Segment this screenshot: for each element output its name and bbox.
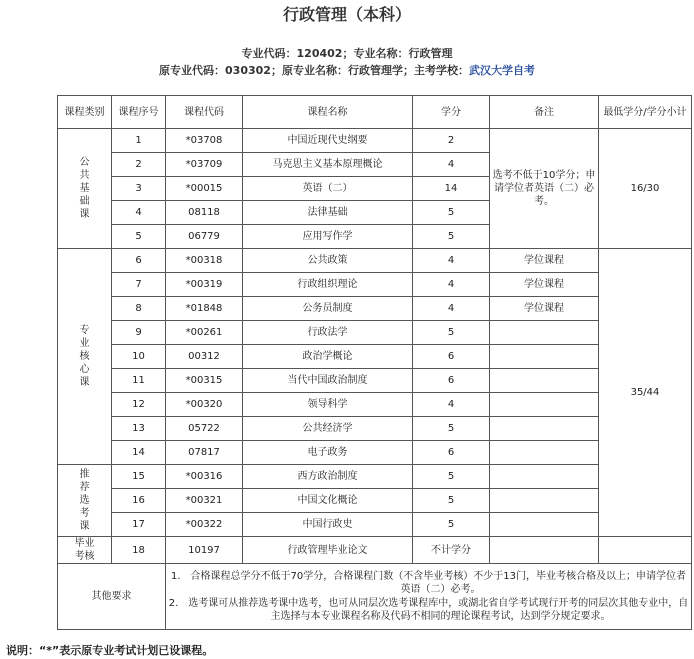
other-requirements-notes <box>166 564 692 630</box>
course-seq: 2 <box>112 153 166 177</box>
course-code: *03709 <box>166 153 243 177</box>
header-remark: 备注 <box>490 96 599 129</box>
category-elective: 推 荐 选 考 课 <box>58 465 112 537</box>
table-row <box>58 273 692 297</box>
course-name: 马克思主义基本原理概论 <box>243 153 413 177</box>
course-seq: 17 <box>112 513 166 537</box>
note-item: 2. 选考课可从推荐选考课中选考，也可从同层次选考课程库中，或湖北省自学考试现行开考的同层次其他专业中，自主选择与本专业课程名称及代码不相同的理论课程考试，达到学分规定要求。 <box>168 597 689 622</box>
course-credit: 4 <box>413 249 490 273</box>
course-name: 领导科学 <box>243 393 413 417</box>
category-core: 专 业 核 心 课 <box>58 249 112 465</box>
table-row <box>58 417 692 441</box>
table-row <box>58 249 692 273</box>
course-credit: 2 <box>413 129 490 153</box>
course-name: 西方政治制度 <box>243 465 413 489</box>
course-name: 中国近现代史纲要 <box>243 129 413 153</box>
table-row <box>58 513 692 537</box>
course-seq: 12 <box>112 393 166 417</box>
table-row <box>58 489 692 513</box>
course-code: *00015 <box>166 177 243 201</box>
course-seq: 9 <box>112 321 166 345</box>
course-code: 10197 <box>166 537 243 564</box>
other-requirements-label: 其他要求 <box>58 564 166 630</box>
course-remark <box>490 369 599 393</box>
orig-code-label: 原专业代码： <box>159 64 226 77</box>
course-credit: 6 <box>413 441 490 465</box>
header-credit: 学分 <box>413 96 490 129</box>
course-credit: 14 <box>413 177 490 201</box>
course-remark <box>490 537 599 564</box>
course-credit: 5 <box>413 465 490 489</box>
course-name: 公共政策 <box>243 249 413 273</box>
school-label: ；主考学校： <box>402 64 469 77</box>
course-code: 06779 <box>166 225 243 249</box>
course-code: 08118 <box>166 201 243 225</box>
other-requirements-row <box>58 564 692 630</box>
course-credit: 6 <box>413 369 490 393</box>
course-seq: 10 <box>112 345 166 369</box>
course-remark: 学位课程 <box>490 297 599 321</box>
note-item: 1. 合格课程总学分不低于70学分，合格课程门数（不含毕业考核）不少于13门，毕业考核合格及以上；申请学位者英语（二）必考。 <box>171 570 686 595</box>
course-seq: 15 <box>112 465 166 489</box>
table-row <box>58 465 692 489</box>
table-row <box>58 441 692 465</box>
orig-name: 行政管理学 <box>347 64 403 77</box>
course-name: 中国文化概论 <box>243 489 413 513</box>
course-credit: 5 <box>413 513 490 537</box>
table-row <box>58 129 692 153</box>
course-remark <box>490 513 599 537</box>
course-seq: 1 <box>112 129 166 153</box>
course-seq: 14 <box>112 441 166 465</box>
major-code-label: 专业代码： <box>241 47 297 60</box>
course-credit: 4 <box>413 297 490 321</box>
course-credit: 不计学分 <box>413 537 490 564</box>
header-name: 课程名称 <box>243 96 413 129</box>
course-credit: 6 <box>413 345 490 369</box>
course-code: *00318 <box>166 249 243 273</box>
course-code: 05722 <box>166 417 243 441</box>
major-code: 120402 <box>296 47 343 60</box>
header-seq: 课程序号 <box>112 96 166 129</box>
course-seq: 7 <box>112 273 166 297</box>
course-credit: 5 <box>413 225 490 249</box>
footer-note: 说明：“*”表示原专业考试计划已设课程。 <box>6 644 214 657</box>
category-graduation: 毕业 考核 <box>58 537 112 564</box>
course-name: 电子政务 <box>243 441 413 465</box>
course-code: *00320 <box>166 393 243 417</box>
course-credit: 5 <box>413 489 490 513</box>
course-seq: 6 <box>112 249 166 273</box>
course-code: *03708 <box>166 129 243 153</box>
course-code: *00319 <box>166 273 243 297</box>
course-seq: 16 <box>112 489 166 513</box>
major-name: 行政管理 <box>408 47 453 60</box>
table-row <box>58 321 692 345</box>
course-name: 政治学概论 <box>243 345 413 369</box>
header-min-credit: 最低学分/学分小计 <box>599 96 692 129</box>
core-min-credit: 35/44 <box>599 249 692 537</box>
course-remark <box>490 393 599 417</box>
course-seq: 5 <box>112 225 166 249</box>
course-code: *00315 <box>166 369 243 393</box>
course-code: 07817 <box>166 441 243 465</box>
graduation-min-credit <box>599 537 692 564</box>
school-name: 武汉大学自考 <box>468 64 535 77</box>
original-major-info-line <box>0 63 694 79</box>
course-credit: 5 <box>413 321 490 345</box>
public-min-credit: 16/30 <box>599 129 692 249</box>
table-row <box>58 297 692 321</box>
course-plan-table <box>57 95 692 630</box>
course-name: 法律基础 <box>243 201 413 225</box>
course-code: *00322 <box>166 513 243 537</box>
table-row <box>58 369 692 393</box>
course-remark <box>490 441 599 465</box>
course-name: 行政法学 <box>243 321 413 345</box>
major-info-line <box>0 46 694 62</box>
course-credit: 4 <box>413 393 490 417</box>
category-public: 公 共 基 础 课 <box>58 129 112 249</box>
course-name: 公共经济学 <box>243 417 413 441</box>
table-header-row <box>58 96 692 129</box>
course-credit: 4 <box>413 273 490 297</box>
course-remark <box>490 321 599 345</box>
course-code: 00312 <box>166 345 243 369</box>
course-name: 英语（二） <box>243 177 413 201</box>
course-code: *00316 <box>166 465 243 489</box>
course-code: *00261 <box>166 321 243 345</box>
course-name: 当代中国政治制度 <box>243 369 413 393</box>
table-row <box>58 537 692 564</box>
course-remark: 学位课程 <box>490 249 599 273</box>
course-seq: 13 <box>112 417 166 441</box>
orig-name-label: ；原专业名称： <box>270 64 348 77</box>
course-seq: 4 <box>112 201 166 225</box>
course-name: 应用写作学 <box>243 225 413 249</box>
course-seq: 8 <box>112 297 166 321</box>
course-code: *00321 <box>166 489 243 513</box>
course-remark <box>490 465 599 489</box>
page-title: 行政管理（本科） <box>282 5 411 24</box>
header-category: 课程类别 <box>58 96 112 129</box>
course-name: 中国行政史 <box>243 513 413 537</box>
course-credit: 5 <box>413 201 490 225</box>
table-row <box>58 393 692 417</box>
course-remark: 学位课程 <box>490 273 599 297</box>
course-seq: 11 <box>112 369 166 393</box>
course-remark <box>490 489 599 513</box>
course-credit: 5 <box>413 417 490 441</box>
course-seq: 18 <box>112 537 166 564</box>
course-name: 行政组织理论 <box>243 273 413 297</box>
table-row <box>58 345 692 369</box>
course-code: *01848 <box>166 297 243 321</box>
major-name-label: ；专业名称： <box>342 47 409 60</box>
orig-code: 030302 <box>225 64 271 77</box>
public-remark: 选考不低于10学分；申请学位者英语（二）必考。 <box>490 129 599 249</box>
course-remark <box>490 417 599 441</box>
course-credit: 4 <box>413 153 490 177</box>
course-name: 公务员制度 <box>243 297 413 321</box>
course-name: 行政管理毕业论文 <box>243 537 413 564</box>
header-code: 课程代码 <box>166 96 243 129</box>
course-seq: 3 <box>112 177 166 201</box>
course-remark <box>490 345 599 369</box>
